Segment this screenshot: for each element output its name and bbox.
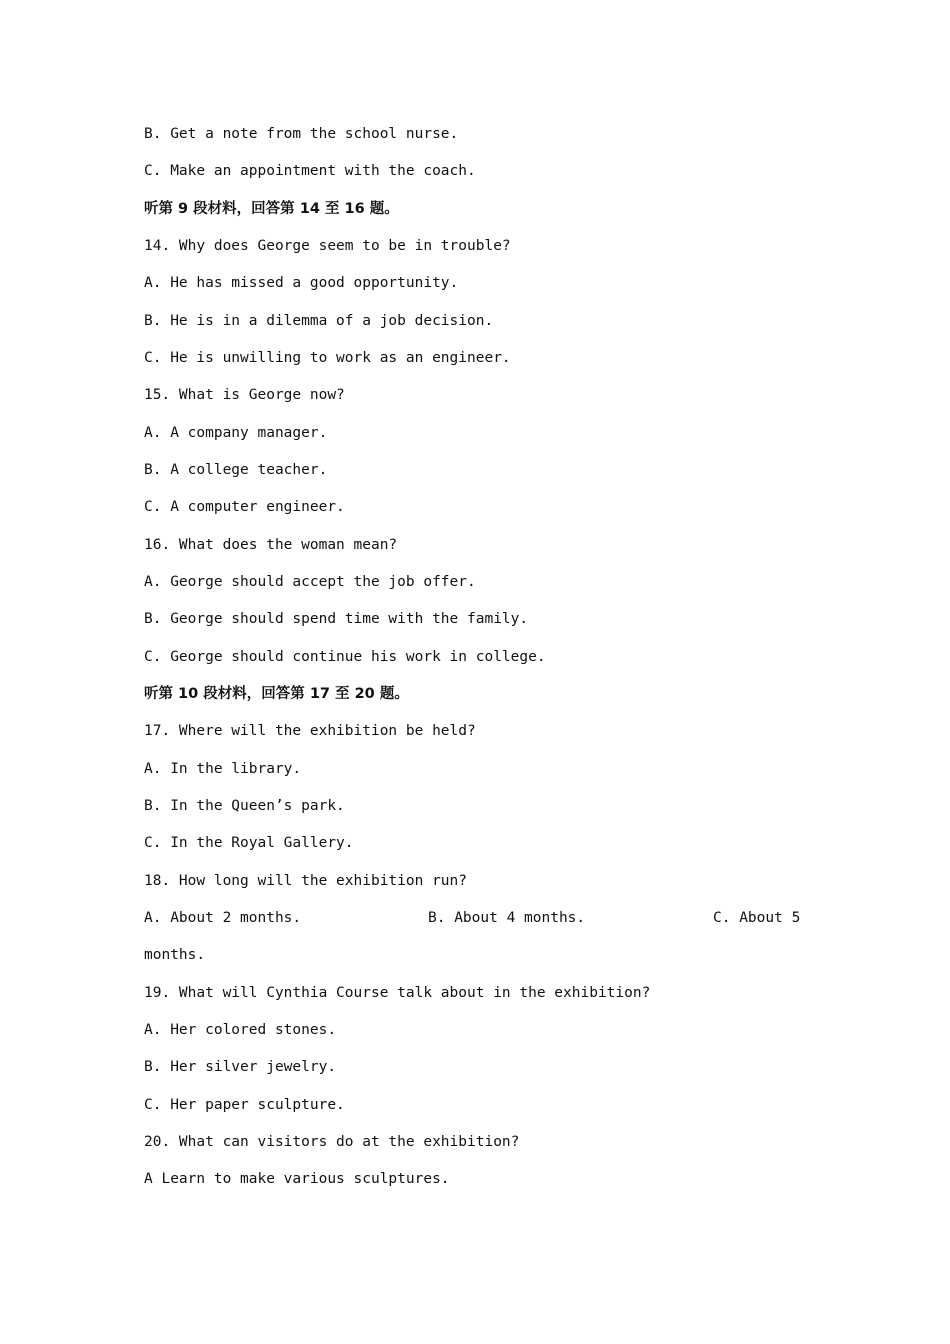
question-18-option-c: C. About 5 — [713, 910, 801, 926]
section-heading-9: 听第 9 段材料，回答第 14 至 16 题。 — [144, 201, 399, 217]
question-14: 14. Why does George seem to be in trouble? — [144, 238, 511, 254]
question-15-option-c: C. A computer engineer. — [144, 499, 345, 515]
question-17-option-b: B. In the Queen’s park. — [144, 798, 345, 814]
option-b-line: B. Get a note from the school nurse. — [144, 126, 459, 142]
question-17-option-a: A. In the library. — [144, 761, 302, 777]
question-16: 16. What does the woman mean? — [144, 537, 398, 553]
question-15-option-b: B. A college teacher. — [144, 462, 328, 478]
question-16-option-b: B. George should spend time with the family. — [144, 611, 529, 627]
question-17: 17. Where will the exhibition be held? — [144, 723, 476, 739]
question-18-option-a: A. About 2 months. — [144, 910, 302, 926]
question-14-option-b: B. He is in a dilemma of a job decision. — [144, 313, 494, 329]
question-14-option-a: A. He has missed a good opportunity. — [144, 275, 459, 291]
question-16-option-a: A. George should accept the job offer. — [144, 574, 476, 590]
question-15: 15. What is George now? — [144, 387, 345, 403]
question-14-option-c: C. He is unwilling to work as an engineer. — [144, 350, 511, 366]
question-20: 20. What can visitors do at the exhibition? — [144, 1134, 520, 1150]
question-17-option-c: C. In the Royal Gallery. — [144, 835, 354, 851]
question-20-option-a: A Learn to make various sculptures. — [144, 1171, 450, 1187]
question-19: 19. What will Cynthia Course talk about in the exhibition? — [144, 985, 651, 1001]
question-19-option-b: B. Her silver jewelry. — [144, 1059, 337, 1075]
question-18-option-c-continued: months. — [144, 947, 206, 963]
question-18: 18. How long will the exhibition run? — [144, 873, 468, 889]
question-15-option-a: A. A company manager. — [144, 425, 328, 441]
question-19-option-a: A. Her colored stones. — [144, 1022, 337, 1038]
question-16-option-c: C. George should continue his work in college. — [144, 649, 546, 665]
question-18-option-b: B. About 4 months. — [428, 910, 586, 926]
section-heading-10: 听第 10 段材料，回答第 17 至 20 题。 — [144, 686, 409, 702]
option-c-line: C. Make an appointment with the coach. — [144, 163, 476, 179]
question-19-option-c: C. Her paper sculpture. — [144, 1097, 345, 1113]
